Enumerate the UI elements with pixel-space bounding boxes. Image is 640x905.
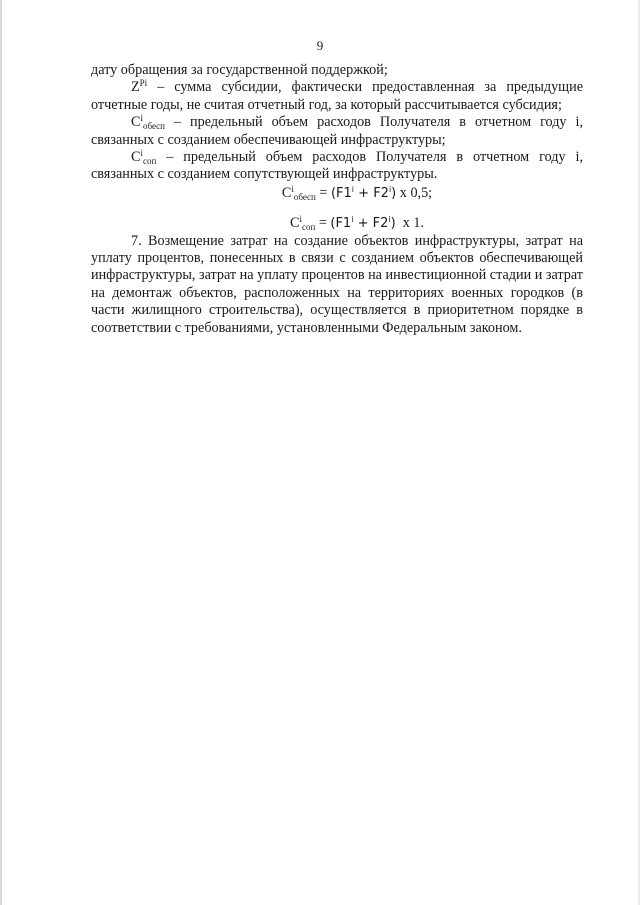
superscript-i: i	[140, 113, 143, 124]
formula-sup-a: i	[351, 184, 355, 194]
formula-open: (F1	[330, 185, 352, 201]
subscript-obesp: обесп	[142, 121, 165, 132]
formula-equals: =	[315, 215, 331, 232]
formula-plus: + F2	[353, 216, 389, 232]
definition-c-sop	[91, 149, 583, 184]
scan-left-edge	[0, 0, 2, 905]
page-number: 9	[316, 38, 324, 53]
superscript-i: i	[140, 148, 143, 159]
formula-tail: х 0,5;	[396, 184, 433, 201]
formula-lhs-symbol: C	[281, 184, 292, 201]
formula-close: )	[390, 216, 396, 232]
formula-c-sop	[91, 215, 583, 232]
formula-open: (F1	[330, 216, 352, 232]
definition-c-sop-text: – предельный объем расходов Получателя в отчетном году i, связанных с созданием сопутствующей инфраструктуры.	[91, 149, 583, 183]
formula-sup-a: i	[351, 215, 354, 225]
formula-lhs-symbol: C	[289, 215, 300, 232]
formula-rhs	[330, 216, 395, 231]
definition-z-pi	[91, 79, 583, 114]
formula-sup-b: i	[388, 215, 391, 225]
formula-lhs-sub: обесп	[293, 191, 316, 202]
definition-z-text: – сумма субсидии, фактически предоставленная за предыдущие отчетные годы, не считая отчетный год, за который рассчитывается субсидия;	[91, 79, 583, 113]
paragraph-continuation: дату обращения за государственной поддержкой;	[91, 62, 388, 78]
formula-close: )	[391, 185, 397, 201]
formula-equals: =	[315, 184, 331, 201]
symbol-z: Z	[131, 79, 140, 96]
formula-sup-b: i	[388, 184, 392, 194]
formula-lhs-sup: i	[291, 183, 294, 194]
subscript-sop: соп	[142, 156, 157, 167]
definition-c-obesp-text: – предельный объем расходов Получателя в отчетном году i, связанных с созданием обеспечивающей инфраструктуры;	[91, 114, 583, 148]
formula-tail: х 1.	[395, 215, 425, 232]
body-text	[91, 62, 583, 337]
formula-lhs-sub: соп	[301, 222, 316, 233]
formula-c-obesp	[91, 185, 583, 202]
superscript-pi: Pi	[139, 78, 148, 89]
symbol-c: C	[131, 149, 141, 166]
paragraph-7: 7. Возмещение затрат на создание объектов инфраструктуры, затрат на уплату процентов, понесенных в связи с созданием объектов обеспечивающей инфраструктуры, затрат на уплату процентов на инвестиционной стадии и затрат на демонтаж объектов, расположенных на территориях военных городков (в части жилищного строительства), осуществляется в приоритетном порядке в соответствии с требованиями, установленными Федеральным законом.	[91, 232, 583, 336]
formula-rhs	[331, 186, 396, 201]
formula-lhs-sup: i	[299, 214, 302, 225]
definition-c-obesp	[91, 114, 583, 149]
symbol-c: C	[131, 114, 141, 131]
formula-plus: + F2	[354, 185, 389, 201]
